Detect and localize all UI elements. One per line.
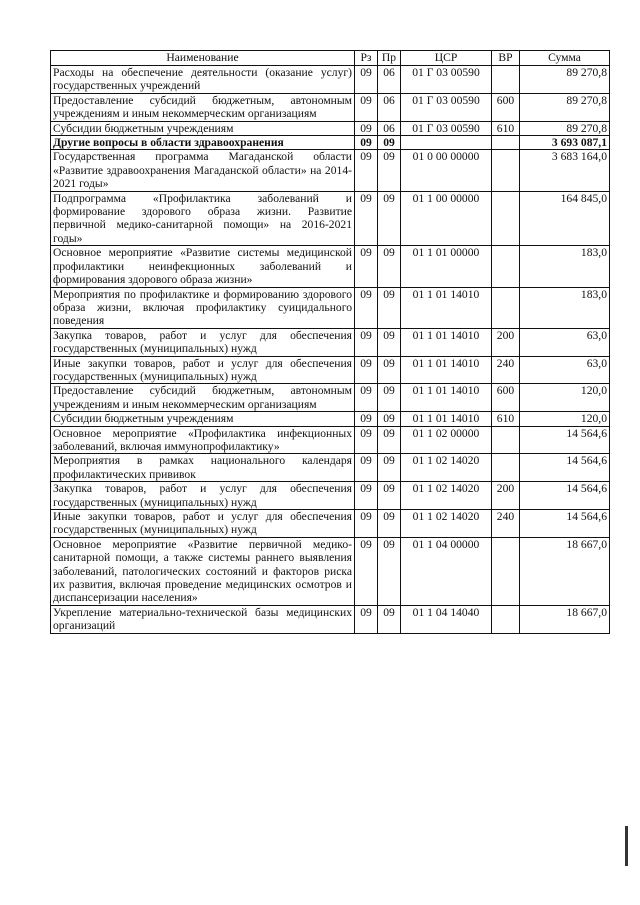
cell-rz: 09: [355, 328, 378, 356]
cell-vr: [492, 287, 520, 328]
cell-pr: 09: [378, 191, 401, 246]
cell-sum: 63,0: [520, 328, 610, 356]
cell-pr: 09: [378, 150, 401, 191]
cell-pr: 09: [378, 412, 401, 426]
table-row: [51, 412, 610, 426]
cell-rz: 09: [355, 356, 378, 384]
cell-sum: 18 667,0: [520, 605, 610, 633]
cell-sum: 183,0: [520, 287, 610, 328]
cell-name: Предоставление субсидий бюджетным, автономным учреждениям и иным некоммерческим организациям: [51, 93, 355, 121]
cell-rz: 09: [355, 136, 378, 150]
cell-sum: 63,0: [520, 356, 610, 384]
cell-pr: 09: [378, 510, 401, 538]
cell-rz: 09: [355, 605, 378, 633]
cell-csr: 01 1 00 00000: [401, 191, 492, 246]
cell-csr: 01 1 04 14040: [401, 605, 492, 633]
cell-vr: [492, 150, 520, 191]
cell-csr: 01 1 01 14010: [401, 356, 492, 384]
cell-vr: 240: [492, 356, 520, 384]
cell-name: Основное мероприятие «Развитие системы медицинской профилактики неинфекционных заболеваний и формирования здорового образа жизни»: [51, 246, 355, 287]
cell-rz: 09: [355, 510, 378, 538]
cell-sum: 120,0: [520, 412, 610, 426]
cell-pr: 09: [378, 605, 401, 633]
cell-sum: 14 564,6: [520, 454, 610, 482]
cell-vr: 610: [492, 412, 520, 426]
cell-name: Предоставление субсидий бюджетным, автономным учреждениям и иным некоммерческим организациям: [51, 384, 355, 412]
cell-csr: 01 0 00 00000: [401, 150, 492, 191]
cell-sum: 120,0: [520, 384, 610, 412]
cell-pr: 09: [378, 328, 401, 356]
header-vr: ВР: [492, 51, 520, 66]
cell-pr: 09: [378, 482, 401, 510]
cell-rz: 09: [355, 426, 378, 454]
cell-vr: 610: [492, 121, 520, 135]
cell-name: Основное мероприятие «Профилактика инфекционных заболеваний, включая иммунопрофилактику»: [51, 426, 355, 454]
table-row: [51, 384, 610, 412]
cell-sum: 89 270,8: [520, 66, 610, 94]
cell-csr: 01 1 02 00000: [401, 426, 492, 454]
cell-rz: 09: [355, 287, 378, 328]
cell-sum: 3 683 164,0: [520, 150, 610, 191]
table-row: [51, 150, 610, 191]
table-row: [51, 537, 610, 605]
cell-vr: [492, 454, 520, 482]
cell-rz: 09: [355, 246, 378, 287]
cell-name: Мероприятия по профилактике и формированию здорового образа жизни, включая профилактику суицидального поведения: [51, 287, 355, 328]
cell-sum: 14 564,6: [520, 510, 610, 538]
cell-name: Закупка товаров, работ и услуг для обеспечения государственных (муниципальных) нужд: [51, 328, 355, 356]
cell-name: Иные закупки товаров, работ и услуг для обеспечения государственных (муниципальных) нужд: [51, 356, 355, 384]
cell-name: Мероприятия в рамках национального календаря профилактических прививок: [51, 454, 355, 482]
cell-vr: [492, 537, 520, 605]
cell-pr: 09: [378, 426, 401, 454]
cell-pr: 06: [378, 66, 401, 94]
cell-csr: 01 1 01 00000: [401, 246, 492, 287]
cell-vr: [492, 426, 520, 454]
cell-csr: 01 1 01 14010: [401, 328, 492, 356]
cell-vr: 600: [492, 384, 520, 412]
cell-rz: 09: [355, 482, 378, 510]
cell-name: Субсидии бюджетным учреждениям: [51, 412, 355, 426]
header-name: Наименование: [51, 51, 355, 66]
cell-vr: [492, 246, 520, 287]
cell-csr: 01 Г 03 00590: [401, 121, 492, 135]
table-row: [51, 246, 610, 287]
cell-rz: 09: [355, 150, 378, 191]
cell-name: Расходы на обеспечение деятельности (оказание услуг) государственных учреждений: [51, 66, 355, 94]
table-row: [51, 287, 610, 328]
cell-vr: 200: [492, 328, 520, 356]
table-row: [51, 605, 610, 633]
cell-sum: 18 667,0: [520, 537, 610, 605]
table-row: [51, 328, 610, 356]
cell-name: Субсидии бюджетным учреждениям: [51, 121, 355, 135]
cell-vr: 240: [492, 510, 520, 538]
cell-vr: [492, 191, 520, 246]
cell-name: Подпрограмма «Профилактика заболеваний и формирование здорового образа жизни. Развитие первичной медико-санитарной помощи» на 2016-2021 годы»: [51, 191, 355, 246]
cell-vr: 200: [492, 482, 520, 510]
table-row: [51, 482, 610, 510]
table-row: [51, 136, 610, 150]
table-row: [51, 356, 610, 384]
table-body: [51, 66, 610, 634]
table-row: [51, 510, 610, 538]
cell-sum: 3 693 087,1: [520, 136, 610, 150]
cell-rz: 09: [355, 454, 378, 482]
cell-csr: 01 1 01 14010: [401, 287, 492, 328]
cell-vr: [492, 605, 520, 633]
cell-rz: 09: [355, 384, 378, 412]
budget-table: [50, 50, 610, 634]
cell-csr: 01 1 02 14020: [401, 510, 492, 538]
header-csr: ЦСР: [401, 51, 492, 66]
cell-pr: 09: [378, 287, 401, 328]
table-row: [51, 93, 610, 121]
cell-rz: 09: [355, 93, 378, 121]
table-row: [51, 66, 610, 94]
table-row: [51, 191, 610, 246]
cell-pr: 06: [378, 93, 401, 121]
cell-pr: 09: [378, 356, 401, 384]
cell-name: Укрепление материально-технической базы медицинских организаций: [51, 605, 355, 633]
table-row: [51, 121, 610, 135]
cell-pr: 09: [378, 136, 401, 150]
cell-vr: [492, 136, 520, 150]
cell-csr: 01 1 04 00000: [401, 537, 492, 605]
cell-pr: 09: [378, 384, 401, 412]
cell-name: Иные закупки товаров, работ и услуг для обеспечения государственных (муниципальных) нужд: [51, 510, 355, 538]
cell-name: Закупка товаров, работ и услуг для обеспечения государственных (муниципальных) нужд: [51, 482, 355, 510]
cell-rz: 09: [355, 412, 378, 426]
cell-sum: 183,0: [520, 246, 610, 287]
cell-pr: 06: [378, 121, 401, 135]
cell-rz: 09: [355, 121, 378, 135]
header-rz: Рз: [355, 51, 378, 66]
cell-csr: 01 1 02 14020: [401, 482, 492, 510]
cell-csr: 01 1 02 14020: [401, 454, 492, 482]
cell-rz: 09: [355, 191, 378, 246]
cell-sum: 14 564,6: [520, 482, 610, 510]
cell-pr: 09: [378, 246, 401, 287]
cell-csr: 01 1 01 14010: [401, 412, 492, 426]
cell-sum: 164 845,0: [520, 191, 610, 246]
table-row: [51, 426, 610, 454]
cell-rz: 09: [355, 66, 378, 94]
margin-mark: [625, 826, 628, 866]
cell-name: Государственная программа Магаданской области «Развитие здравоохранения Магаданской области» на 2014-2021 годы»: [51, 150, 355, 191]
cell-name: Основное мероприятие «Развитие первичной медико-санитарной помощи, а также системы раннего выявления заболеваний, патологических состояний и факторов риска их развития, включая проведение медицинских осмотров и диспансеризации населения»: [51, 537, 355, 605]
cell-csr: [401, 136, 492, 150]
cell-rz: 09: [355, 537, 378, 605]
cell-csr: 01 Г 03 00590: [401, 93, 492, 121]
cell-sum: 89 270,8: [520, 121, 610, 135]
cell-sum: 89 270,8: [520, 93, 610, 121]
header-sum: Сумма: [520, 51, 610, 66]
cell-vr: [492, 66, 520, 94]
header-pr: Пр: [378, 51, 401, 66]
table-header-row: [51, 51, 610, 66]
cell-pr: 09: [378, 537, 401, 605]
table-row: [51, 454, 610, 482]
cell-csr: 01 1 01 14010: [401, 384, 492, 412]
cell-csr: 01 Г 03 00590: [401, 66, 492, 94]
cell-pr: 09: [378, 454, 401, 482]
cell-name: Другие вопросы в области здравоохранения: [51, 136, 355, 150]
cell-vr: 600: [492, 93, 520, 121]
cell-sum: 14 564,6: [520, 426, 610, 454]
